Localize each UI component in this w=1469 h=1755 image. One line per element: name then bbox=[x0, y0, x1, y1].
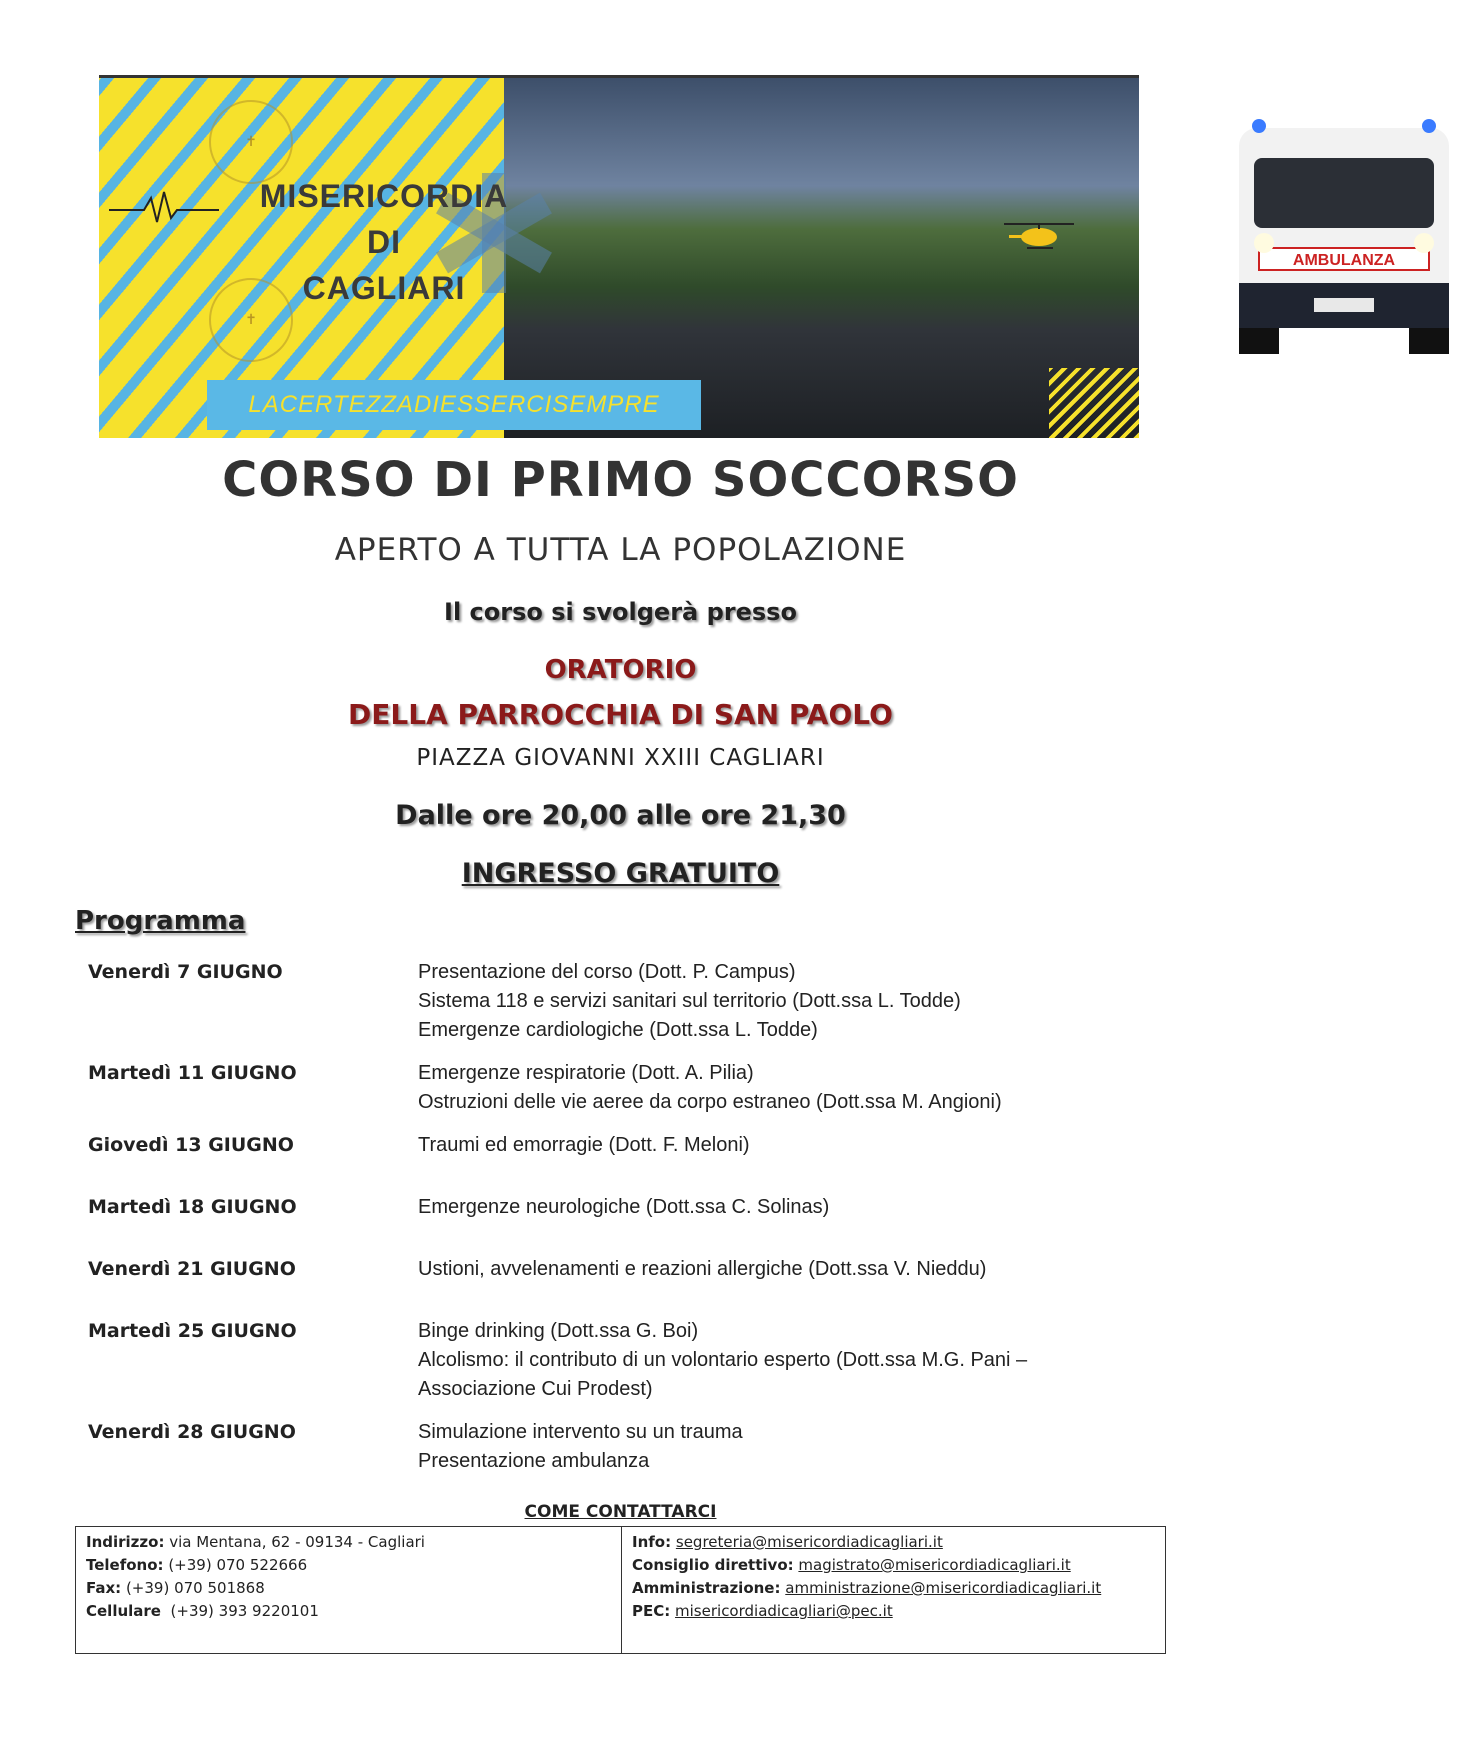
contact-label: Amministrazione: bbox=[632, 1579, 781, 1597]
schedule-row bbox=[88, 1418, 1088, 1476]
contact-value: (+39) 070 522666 bbox=[168, 1556, 308, 1574]
admin-email-link[interactable]: amministrazione@misericordiadicagliari.it bbox=[785, 1579, 1102, 1597]
header-banner bbox=[99, 75, 1396, 438]
contact-value: via Mentana, 62 - 09134 - Cagliari bbox=[169, 1533, 425, 1551]
ambulance-label: AMBULANZA bbox=[1292, 252, 1396, 269]
schedule-row bbox=[88, 958, 1088, 1045]
topic: Sistema 118 e servizi sanitari sul territorio (Dott.ssa L. Todde) bbox=[418, 990, 961, 1012]
schedule-topics bbox=[418, 1131, 1088, 1160]
schedule-topics bbox=[418, 1255, 1088, 1284]
venue-name: ORATORIO bbox=[544, 655, 697, 685]
helicopter-image bbox=[999, 213, 1079, 253]
contacts-left-column bbox=[76, 1527, 622, 1653]
topic: Emergenze cardiologiche (Dott.ssa L. Todde) bbox=[418, 1019, 818, 1041]
brand-line: MISERICORDIA bbox=[259, 178, 509, 214]
schedule-topics bbox=[418, 958, 1088, 1045]
brand-line: DI bbox=[367, 224, 401, 260]
topic: Ostruzioni delle vie aeree da corpo estraneo (Dott.ssa M. Angioni) bbox=[418, 1091, 1002, 1113]
topic: Traumi ed emorragie (Dott. F. Meloni) bbox=[418, 1134, 750, 1156]
contact-fax bbox=[86, 1577, 611, 1600]
schedule-date: Venerdì 7 GIUGNO bbox=[88, 961, 283, 983]
info-email-link[interactable]: segreteria@misericordiadicagliari.it bbox=[675, 1533, 943, 1551]
schedule-topics bbox=[418, 1059, 1088, 1117]
schedule-row bbox=[88, 1317, 1088, 1404]
misericordia-logo-icon: ✝ bbox=[209, 100, 293, 184]
contact-address bbox=[86, 1531, 611, 1554]
schedule-topics bbox=[418, 1193, 1088, 1222]
heartbeat-icon bbox=[109, 188, 219, 228]
hatch-decoration bbox=[1049, 368, 1139, 438]
schedule-date: Martedì 11 GIUGNO bbox=[88, 1062, 297, 1084]
topic: Alcolismo: il contributo di un volontario esperto (Dott.ssa M.G. Pani – bbox=[418, 1349, 1028, 1371]
topic: Simulazione intervento su un trauma bbox=[418, 1421, 743, 1443]
misericordia-logo-icon: ✝ bbox=[209, 278, 293, 362]
contact-board-email bbox=[632, 1554, 1155, 1577]
slogan: LACERTEZZADIESSERCISEMPRE bbox=[207, 380, 701, 430]
topic: Presentazione ambulanza bbox=[418, 1450, 650, 1472]
schedule-row bbox=[88, 1255, 1088, 1284]
brand-line: CAGLIARI bbox=[302, 270, 466, 306]
free-entry-notice: INGRESSO GRATUITO bbox=[461, 858, 780, 889]
topic: Presentazione del corso (Dott. P. Campus) bbox=[418, 961, 796, 983]
page-subtitle: APERTO A TUTTA LA POPOLAZIONE bbox=[334, 532, 907, 568]
schedule-date: Venerdì 21 GIUGNO bbox=[88, 1258, 296, 1280]
topic: Emergenze respiratorie (Dott. A. Pilia) bbox=[418, 1062, 754, 1084]
topic: Emergenze neurologiche (Dott.ssa C. Solinas) bbox=[418, 1196, 830, 1218]
board-email-link[interactable]: magistrato@misericordiadicagliari.it bbox=[798, 1556, 1071, 1574]
schedule-row bbox=[88, 1193, 1088, 1222]
page-title: CORSO DI PRIMO SOCCORSO bbox=[222, 452, 1019, 508]
contact-label: Indirizzo: bbox=[86, 1533, 165, 1551]
organization-name bbox=[219, 173, 549, 311]
contact-label: Info: bbox=[632, 1533, 672, 1551]
program-heading: Programma bbox=[75, 906, 246, 936]
contact-label: Telefono: bbox=[86, 1556, 164, 1574]
contact-admin-email bbox=[632, 1577, 1155, 1600]
contact-pec-email bbox=[632, 1600, 1155, 1623]
contact-label: PEC: bbox=[632, 1602, 671, 1620]
pec-email-link[interactable]: misericordiadicagliari@pec.it bbox=[675, 1602, 893, 1620]
schedule-date: Martedì 25 GIUGNO bbox=[88, 1320, 297, 1342]
contact-value: (+39) 070 501868 bbox=[125, 1579, 265, 1597]
schedule-row bbox=[88, 1059, 1088, 1117]
contact-label: Cellulare bbox=[86, 1602, 161, 1620]
topic: Ustioni, avvelenamenti e reazioni allergiche (Dott.ssa V. Nieddu) bbox=[418, 1258, 987, 1280]
schedule-date: Venerdì 28 GIUGNO bbox=[88, 1421, 296, 1443]
schedule-topics bbox=[418, 1418, 1088, 1476]
topic: Binge drinking (Dott.ssa G. Boi) bbox=[418, 1320, 699, 1342]
contacts-table bbox=[75, 1526, 1166, 1654]
contact-value: (+39) 393 9220101 bbox=[170, 1602, 319, 1620]
venue-parish: DELLA PARROCCHIA DI SAN PAOLO bbox=[348, 698, 893, 731]
contact-info-email bbox=[632, 1531, 1155, 1554]
venue-address: PIAZZA GIOVANNI XXIII CAGLIARI bbox=[416, 745, 825, 771]
course-hours: Dalle ore 20,00 alle ore 21,30 bbox=[395, 800, 846, 831]
contacts-right-column bbox=[622, 1527, 1165, 1653]
contact-mobile bbox=[86, 1600, 611, 1623]
schedule-topics bbox=[418, 1317, 1088, 1404]
topic: Associazione Cui Prodest) bbox=[418, 1378, 653, 1400]
contacts-heading: COME CONTATTARCI bbox=[524, 1502, 717, 1522]
schedule-row bbox=[88, 1131, 1088, 1160]
contact-label: Fax: bbox=[86, 1579, 122, 1597]
ambulance-image bbox=[1219, 98, 1469, 358]
location-intro: Il corso si svolgerà presso bbox=[444, 598, 797, 626]
schedule-date: Giovedì 13 GIUGNO bbox=[88, 1134, 294, 1156]
schedule-list bbox=[88, 958, 1088, 1476]
schedule-date: Martedì 18 GIUGNO bbox=[88, 1196, 297, 1218]
contact-label: Consiglio direttivo: bbox=[632, 1556, 794, 1574]
contact-phone bbox=[86, 1554, 611, 1577]
